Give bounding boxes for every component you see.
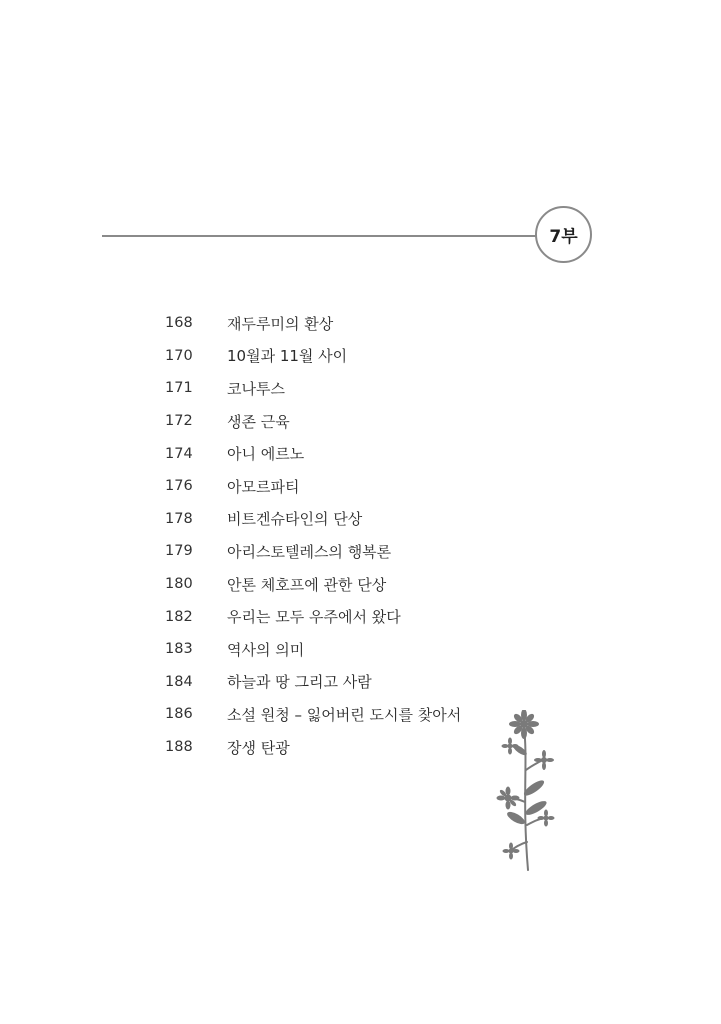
- toc-entry[interactable]: [165, 405, 565, 438]
- toc-page-number: 183: [165, 641, 193, 658]
- toc-page-number: 174: [165, 445, 193, 462]
- toc-page-number: 176: [165, 478, 193, 495]
- toc-page-number: 170: [165, 347, 193, 364]
- toc-page-number: 182: [165, 608, 193, 625]
- toc-title: 소설 원청 – 잃어버린 도시를 찾아서: [227, 705, 462, 724]
- toc-entry[interactable]: [165, 437, 565, 470]
- toc-page-number: 172: [165, 413, 193, 430]
- toc-title: 우리는 모두 우주에서 왔다: [227, 608, 401, 627]
- toc-title: 장생 탄광: [227, 738, 290, 757]
- toc-page-number: 180: [165, 576, 193, 593]
- toc-page-number: 179: [165, 543, 193, 560]
- toc-page-number: 178: [165, 510, 193, 527]
- toc-page-number: 184: [165, 673, 193, 690]
- toc-title: 10월과 11월 사이: [227, 347, 348, 366]
- toc-entry[interactable]: [165, 307, 565, 340]
- toc-entry[interactable]: [165, 568, 565, 601]
- toc-page-number: 168: [165, 315, 193, 332]
- toc-entry[interactable]: [165, 600, 565, 633]
- flower-illustration-icon: [490, 710, 560, 875]
- toc-page-number: 171: [165, 380, 193, 397]
- toc-title: 생존 근육: [227, 412, 290, 431]
- toc-entry[interactable]: [165, 633, 565, 666]
- toc-title: 역사의 의미: [227, 640, 305, 659]
- toc-entry[interactable]: [165, 340, 565, 373]
- toc-title: 아모르파티: [227, 477, 300, 496]
- toc-title: 아니 에르노: [227, 445, 305, 464]
- part-number-badge: 7부: [535, 206, 592, 263]
- toc-entry[interactable]: [165, 372, 565, 405]
- toc-title: 비트겐슈타인의 단상: [227, 510, 363, 529]
- toc-page-number: 186: [165, 706, 193, 723]
- toc-title: 아리스토텔레스의 행복론: [227, 542, 392, 561]
- toc-title: 안톤 체호프에 관한 단상: [227, 575, 387, 594]
- toc-entry[interactable]: [165, 666, 565, 699]
- toc-entry[interactable]: [165, 470, 565, 503]
- toc-entry[interactable]: [165, 535, 565, 568]
- table-of-contents: [165, 307, 565, 763]
- toc-title: 하늘과 땅 그리고 사람: [227, 673, 372, 692]
- toc-entry[interactable]: [165, 503, 565, 536]
- toc-title: 코나투스: [227, 379, 285, 398]
- toc-title: 재두루미의 환상: [227, 314, 334, 333]
- section-divider-line: [102, 235, 536, 237]
- toc-page-number: 188: [165, 739, 193, 756]
